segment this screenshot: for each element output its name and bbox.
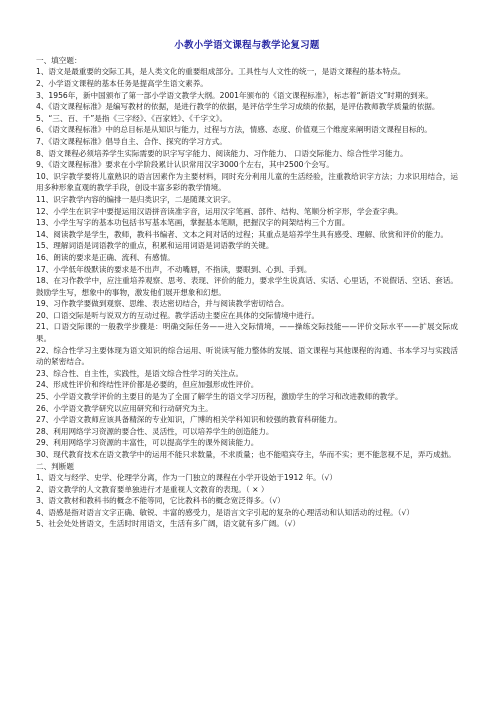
- question-item: 4、语感是指对语言文字正确、敏锐、丰富的感受力，是语言文字引起的复杂的心理活动和认知活动的过程。（√）: [36, 507, 414, 517]
- question-item: 17、小学低年级默读的要求是不出声，不动嘴唇，不指读，要眼到、心到、手到。: [36, 264, 312, 274]
- question-item: 15、理解词语是词语教学的重点，积累和运用词语是词语教学的关键。: [36, 241, 274, 251]
- question-item: 1、语文是最重要的交际工具，是人类文化的重要组成部分。工具性与人文性的统一，是语文课程的基本特点。: [36, 67, 406, 77]
- question-item: 25、小学语文教学评价的主要目的是为了全面了解学生的语文学习历程，激励学生的学习和改进教师的教学。: [36, 392, 403, 402]
- question-item: 4、《语文课程标准》是编写教材的依据，是进行教学的依据，是评估学生学习成绩的依据，是评估教师教学质量的依据。: [36, 102, 440, 112]
- question-item: 2、小学语文课程的基本任务是提高学生语文素养。: [36, 79, 208, 88]
- question-item: 10、识字教学要将儿童熟识的语言因素作为主要材料，同时充分利用儿童的生活经验，注重教给识字方法；力求识用结合，运用多种形象直观的教学手段，创设丰富多彩的教学情境。: [36, 171, 458, 193]
- question-item: 7、《语文课程标准》倡导自主、合作、探究的学习方式。: [36, 136, 227, 146]
- question-item: 5、社会处处皆语文，生活时时用语文，生活有多广阔，语文就有多广阔。（√）: [36, 519, 301, 529]
- question-item: 11、识字教学内容的编排一是归类识字，二是随课文识字。: [36, 194, 236, 204]
- question-item: 22、综合性学习主要体现为语文知识的综合运用、听说读写能力整体的发展、语文课程与其他课程的沟通、书本学习与实践活动的紧密结合。: [36, 345, 458, 367]
- question-item: 9、《语文课程标准》要求在小学阶段累计认识常用汉字3000个左右，其中2500个会写。: [36, 160, 334, 170]
- question-item: 13、小学生写字的基本功包括书写基本笔画，掌握基本笔顺，把握汉字的间架结构三个方面。: [36, 218, 350, 228]
- question-item: 5、“三、百、千”是指《三字经》、《百家姓》、《千字文》。: [36, 113, 228, 123]
- question-item: 28、利用网络学习资源的要合性、灵活性，可以培养学生的创造能力。: [36, 426, 274, 436]
- question-item: 30、现代教育技术在语文教学中的运用不能只求数量，不求质量；也不能喧宾夺主，华而不实；更不能忽视不足，弄巧成拙。: [36, 450, 456, 459]
- question-item: 18、在习作教学中，应注重培养观察、思考、表现、评价的能力，要求学生说真话、实话、心里话，不说假话、空话、套话。鼓励学生写，想象中的事物，激发他们展开想象和幻想。: [36, 276, 458, 297]
- question-item: 8、语文课程必须培养学生实际需要的识字写字能力、阅读能力、习作能力、 口语交际能力、综合性学习能力。: [36, 148, 408, 158]
- question-item: 21、口语交际课的一般教学步骤是：明确交际任务——进入交际情境，——操练交际技能——评价交际水平——扩展交际成果。: [36, 322, 458, 344]
- question-item: 27、小学语文教师应该具备精深的专业知识，广博的相关学科知识和较强的教育科研能力。: [36, 415, 342, 425]
- document-title: 小教小学语文课程与教学论复习题: [174, 40, 320, 51]
- question-item: 3、语文教材和教科书的概念不能等同，它比教科书的概念宽泛得多。（√）: [36, 496, 285, 506]
- question-item: 12、小学生在识字中要提运用汉语拼音读准字音，运用汉字笔画、部件、结构、笔顺分析字形，学会查字典。: [36, 206, 403, 216]
- question-item: 16、朗读的要求是正确、流利、有感情。: [36, 252, 175, 262]
- section-heading: 二、判断题: [36, 461, 74, 471]
- question-item: 14、阅读教学是学生，教师，教科书编者、文本之间对话的过程；其重点是培养学生具有感受、理解、欣赏和评价的能力。: [36, 229, 449, 239]
- question-item: 26、小学语文教学研究以应用研究和行动研究为主。: [36, 403, 213, 413]
- question-item: 1、语文与经学、史学、伦理学分离，作为一门独立的课程在小学开设始于1912 年。（√）: [36, 473, 337, 482]
- question-item: 20、口语交际是听与说双方的互动过程。教学活动主要应在具体的交际情境中进行。: [36, 310, 320, 320]
- question-item: 3、1956年，新中国颁布了第一部小学语文教学大纲。2001年颁布的《语文课程标准》，标志着“新语文”时期的到来。: [36, 90, 433, 100]
- question-item: 24、形成性评价和终结性评价都是必要的，但应加强形成性评价。: [36, 380, 259, 390]
- question-item: 23、综合性、自主性，实践性，是语文综合性学习的关注点。: [36, 368, 244, 378]
- question-item: 6、《语文课程标准》中的总目标是从知识与能力，过程与方法，情感、态度、价值观三个维度来阐明语文课程目标的。: [36, 125, 432, 135]
- question-item: 19、习作教学要做到观察、思维、表达密切结合，并与阅读教学密切结合。: [36, 299, 289, 309]
- question-item: 2、语文教学的人文教育要单独进行才是重视人文教育的表现。（ × ）: [36, 484, 269, 494]
- question-item: 29、利用网络学习资源的丰富性，可以提高学生的课外阅读能力。: [36, 438, 259, 448]
- section-heading: 一、填空题：: [36, 56, 82, 65]
- document-body: [36, 55, 458, 530]
